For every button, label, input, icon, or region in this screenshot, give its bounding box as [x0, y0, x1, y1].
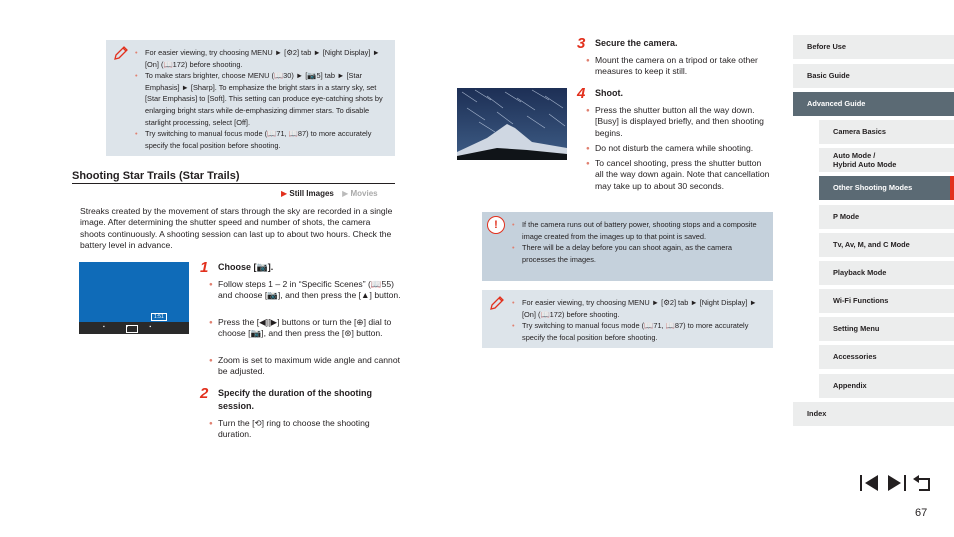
- lcd-counter: 1:51: [151, 313, 167, 321]
- pencil-icon: [112, 44, 130, 62]
- nav-setting-menu[interactable]: Setting Menu: [819, 317, 954, 341]
- tip-box-top: [106, 40, 395, 156]
- caution-box: [482, 212, 773, 281]
- step-1-bullet: ● Press the [◀][▶] buttons or turn the [⊕] dial to choose [📷], and then press the [⊛] button.: [209, 317, 403, 340]
- camera-lcd-image: [79, 262, 189, 334]
- movies-label: Movies: [350, 189, 378, 198]
- step-4-bullet: ● Do not disturb the camera while shooting.: [586, 143, 785, 154]
- nav-auto-mode-line1: Auto Mode /: [833, 151, 876, 160]
- page-number: 67: [915, 507, 928, 519]
- next-page-icon[interactable]: [885, 473, 907, 493]
- nav-advanced-guide[interactable]: Advanced Guide: [793, 92, 954, 116]
- movies-arrow-icon: ▶: [342, 189, 349, 198]
- nav-appendix[interactable]: Appendix: [819, 374, 954, 398]
- pencil-icon: [488, 294, 506, 312]
- caution-item: • If the camera runs out of battery power, shooting stops and a composite image created from the images up to that point is saved.: [512, 219, 764, 242]
- mode-indicator: [281, 189, 378, 198]
- still-images-label: Still Images: [289, 189, 334, 198]
- step-1-bullet: ● Follow steps 1 – 2 in “Specific Scenes” (📖55) and choose [📷], and then press the [▲] button.: [209, 279, 403, 302]
- tip-item: • For easier viewing, try choosing MENU ► [⚙2] tab ► [Night Display] ► [On] (📖172) before shooting.: [512, 297, 764, 320]
- tip-list: [512, 297, 764, 343]
- step-3-number: 3: [577, 35, 586, 52]
- nav-current-marker: [950, 176, 954, 200]
- nav-other-shooting-modes[interactable]: Other Shooting Modes: [819, 176, 954, 200]
- nav-auto-mode[interactable]: [819, 148, 954, 172]
- tip-item: • Try switching to manual focus mode (📖71, 📖87) to more accurately specify the focal position before shooting.: [135, 128, 386, 151]
- step-4-bullet: ● Press the shutter button all the way down. [Busy] is displayed briefly, and then shooting begins.: [586, 105, 771, 139]
- caution-list: [512, 219, 764, 265]
- tip-list: [135, 47, 386, 151]
- step-4-title: Shoot.: [595, 88, 623, 98]
- step-4-number: 4: [577, 85, 586, 102]
- tip-item: • Try switching to manual focus mode (📖71, 📖87) to more accurately specify the focal position before shooting.: [512, 320, 764, 343]
- step-3-title: Secure the camera.: [595, 38, 678, 48]
- still-images-arrow-icon: ▶: [281, 189, 288, 198]
- section-intro: Streaks created by the movement of stars through the sky are recorded in a single image. After determining the shutter speed and number of shots, the camera shoots continuously. A shooting session can last up to about two hours. Check the battery level in advance.: [80, 206, 393, 251]
- tip-item: • To make stars brighter, choose MENU (📖30) ► [📷5] tab ► [Star Emphasis] ► [Sharp]. To emphasize the bright stars in a starry sky, set [Star Emphasis] to [Soft]. This setting can produce eye-catching shots by enlarging bright stars while de-emphasizing dimmer stars. To disable starlight processing, select [Off].: [135, 70, 386, 128]
- nav-accessories[interactable]: Accessories: [819, 345, 954, 369]
- step-2-number: 2: [200, 385, 209, 402]
- tip-item: • For easier viewing, try choosing MENU ► [⚙2] tab ► [Night Display] ► [On] (📖172) before shooting.: [135, 47, 386, 70]
- section-rule: [72, 183, 395, 184]
- nav-wifi-functions[interactable]: Wi-Fi Functions: [819, 289, 954, 313]
- caution-item: • There will be a delay before you can shoot again, as the camera processes the images.: [512, 242, 764, 265]
- step-1-title: Choose [📷].: [218, 262, 274, 272]
- step-3-bullet: ● Mount the camera on a tripod or take other measures to keep it still.: [586, 55, 771, 78]
- step-2-title: Specify the duration of the shooting session.: [218, 388, 372, 411]
- nav-auto-mode-line2: Hybrid Auto Mode: [833, 160, 897, 169]
- nav-tv-av-m-c-mode[interactable]: Tv, Av, M, and C Mode: [819, 233, 954, 257]
- step-1-number: 1: [200, 259, 209, 276]
- nav-basic-guide[interactable]: Basic Guide: [793, 64, 954, 88]
- step-4-bullet: ● To cancel shooting, press the shutter button all the way down again. Note that cancellation may take up to about 30 seconds.: [586, 158, 771, 192]
- tip-box-bottom: [482, 290, 773, 348]
- lcd-icons: ▪ ▪ ▪: [103, 324, 162, 330]
- return-icon[interactable]: [911, 473, 933, 493]
- prev-page-icon[interactable]: [859, 473, 881, 493]
- exclamation-icon: !: [487, 216, 505, 234]
- star-trail-photo: [457, 88, 567, 160]
- step-2-bullet: ● Turn the [⟲] ring to choose the shooting duration.: [209, 418, 403, 441]
- nav-before-use[interactable]: Before Use: [793, 35, 954, 59]
- nav-playback-mode[interactable]: Playback Mode: [819, 261, 954, 285]
- nav-p-mode[interactable]: P Mode: [819, 205, 954, 229]
- nav-camera-basics[interactable]: Camera Basics: [819, 120, 954, 144]
- section-title: Shooting Star Trails (Star Trails): [72, 170, 240, 182]
- nav-index[interactable]: Index: [793, 402, 954, 426]
- step-1-bullet: ● Zoom is set to maximum wide angle and cannot be adjusted.: [209, 355, 403, 378]
